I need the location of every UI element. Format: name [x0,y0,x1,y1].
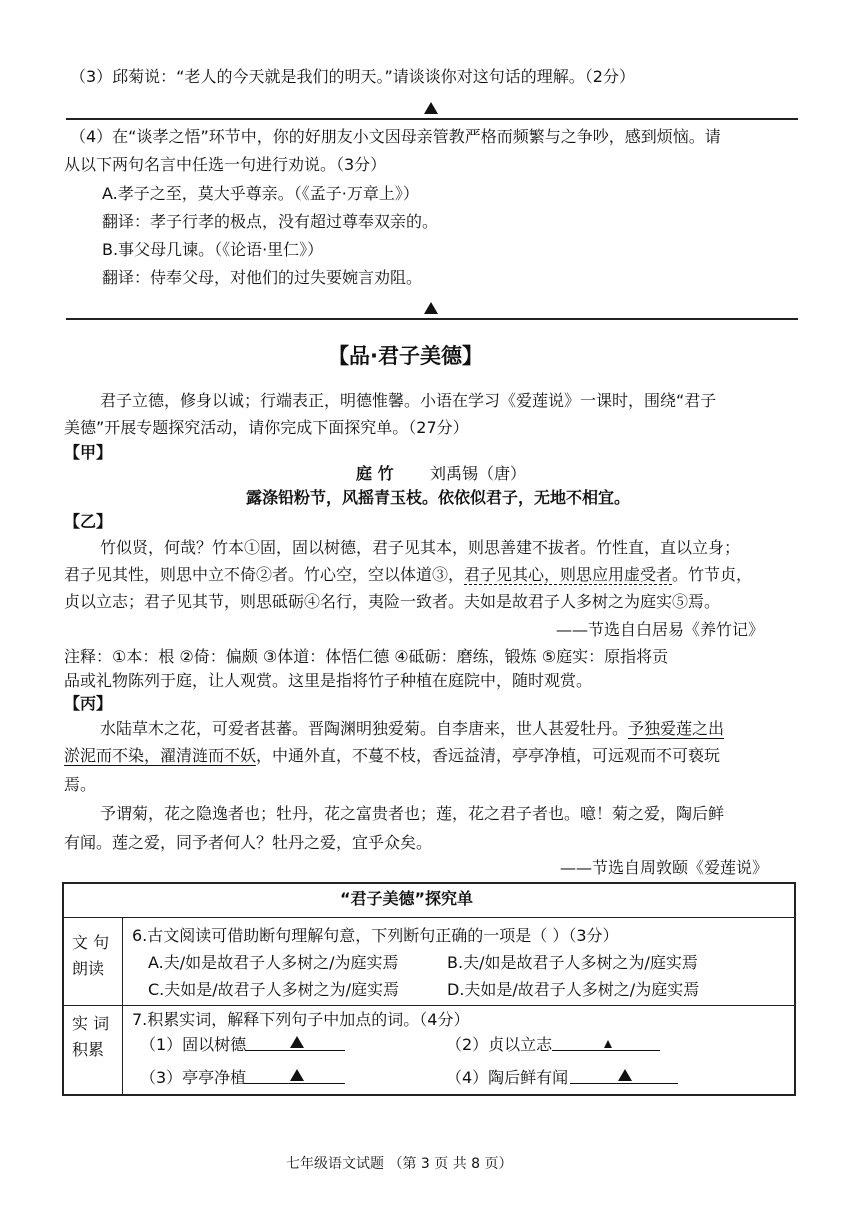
answer-marker-icon [424,102,438,114]
label-bing: 【丙】 [64,694,113,713]
row-label-reading-1: 文 句 [72,933,110,952]
option-a: A.孝子之至，莫大乎尊亲。（《孟子·万章上》） [102,184,419,203]
option-b: B.事父母几谏。（《论语·里仁》） [102,240,324,259]
question-7: 7.积累实词，解释下列句子中加点的词。（4分） [132,1010,470,1029]
label-yi: 【乙】 [64,512,113,531]
yi-line-2-text: 君子见其性，则思中立不倚②者。竹心空，空以体道③， [64,565,465,584]
question-3: （3）邱菊说：“老人的今天就是我们的明天。”请谈谈你对这句话的理解。（2分） [70,67,635,86]
question-4-line2: 从以下两句名言中任选一句进行劝说。（3分） [64,155,387,174]
q6-option-c[interactable]: C.夫如是/故君子人多树之为/庭实焉 [148,980,400,999]
yi-line-3: 贞以立志；君子见其节，则思砥砺④名行，夷险一致者。夫如是故君子人多树之为庭实⑤焉。 [64,592,721,611]
translation-b: 翻译：侍奉父母，对他们的过失要婉言劝阻。 [102,268,423,287]
table-column-divider [122,918,123,1094]
poem-author: 刘禹锡（唐） [430,464,527,483]
q7-item-1: （1）固以树德 [140,1035,247,1054]
poem-title: 庭 竹 [356,464,394,483]
section-title: 【品·君子美德】 [328,344,483,368]
table-divider [62,917,796,918]
q7-item-2: （2）贞以立志 [446,1035,553,1054]
yi-notes-1: 注释：①本：根 ②倚：偏颇 ③体道：体悟仁德 ④砥砺：磨练，锻炼 ⑤庭实：原指将贡 [64,647,669,666]
poem-line: 露涤铅粉节，风摇青玉枝。依依似君子，无地不相宜。 [246,488,631,507]
bing-line-2 [64,745,720,767]
question-6: 6.古文阅读可借助断句理解句意，下列断句正确的一项是（ ）（3分） [132,926,619,945]
bing-underlined-1: 予独爱莲之出 [628,719,725,738]
answer-marker-icon [424,302,438,314]
answer-marker-icon [290,1036,304,1048]
q7-answer-blank-4[interactable] [570,1083,678,1084]
bing-source: ——节选自周敦颐《爱莲说》 [560,858,769,877]
q7-answer-blank-2[interactable] [552,1050,660,1051]
answer-marker-icon [604,1040,612,1048]
answer-marker-icon [290,1069,304,1081]
answer-line [66,318,798,320]
q7-answer-blank-3[interactable] [245,1083,345,1084]
page-footer: 七年级语文试题 （第 3 页 共 8 页） [286,1156,513,1172]
bing-underlined-2: 淤泥而不染，濯清涟而不妖 [64,746,257,765]
q7-item-3: （3）亭亭净植 [140,1068,247,1087]
yi-line-2 [64,564,752,586]
bing-line-2-text: ，中通外直，不蔓不枝，香远益清，亭亭净植，可远观而不可亵玩 [256,746,721,765]
q7-answer-blank-1[interactable] [245,1050,345,1051]
table-title: “君子美德”探究单 [340,889,474,908]
table-divider [62,1005,796,1006]
q6-option-b[interactable]: B.夫/如是故君子人多树之为/庭实焉 [447,953,698,972]
q7-item-4: （4）陶后鲜有闻 [446,1068,569,1087]
row-label-vocab-2: 积累 [72,1040,105,1059]
row-label-vocab-1: 实 词 [72,1014,110,1033]
translation-a: 翻译：孝子行孝的极点，没有超过尊奉双亲的。 [102,212,439,231]
bing-line-5: 有闻。莲之爱，同予者何人？牡丹之爱，宜乎众矣。 [64,833,433,852]
yi-source: ——节选自白居易《养竹记》 [556,620,765,639]
row-label-reading-2: 朗读 [72,959,105,978]
answer-line [66,118,798,120]
yi-notes-2: 品或礼物陈列于庭，让人观赏。这里是指将竹子种植在庭院中，随时观赏。 [64,671,593,690]
yi-line-1: 竹似贤，何哉？竹本①固，固以树德，君子见其本，则思善建不拔者。竹性直，直以立身； [100,538,741,557]
yi-line-2-end: 。竹节贞， [672,565,753,584]
bing-line-3: 焉。 [64,775,97,794]
q6-option-d[interactable]: D.夫如是/故君子人多树之/为庭实焉 [447,980,700,999]
yi-underlined-sentence: 君子见其心，则思应用虚受者 [464,565,673,584]
q6-option-a[interactable]: A.夫/如是故君子人多树之/为庭实焉 [148,953,399,972]
section-intro-1: 君子立德，修身以诚；行端表正，明德惟馨。小语在学习《爱莲说》一课时，围绕“君子 [100,391,717,410]
bing-line-4: 予谓菊，花之隐逸者也；牡丹，花之富贵者也；莲，花之君子者也。噫！菊之爱，陶后鲜 [100,804,725,823]
bing-line-1 [100,718,724,740]
answer-marker-icon [618,1069,632,1081]
label-jia: 【甲】 [64,443,113,462]
question-4-line1: （4）在“谈孝之悟”环节中，你的好朋友小文因母亲管教严格而频繁与之争吵，感到烦恼。请 [70,127,721,146]
bing-line-1-text: 水陆草木之花，可爱者甚蕃。晋陶渊明独爱菊。自李唐来，世人甚爱牡丹。 [100,719,629,738]
section-intro-2: 美德”开展专题探究活动，请你完成下面探究单。（27分） [64,418,469,437]
